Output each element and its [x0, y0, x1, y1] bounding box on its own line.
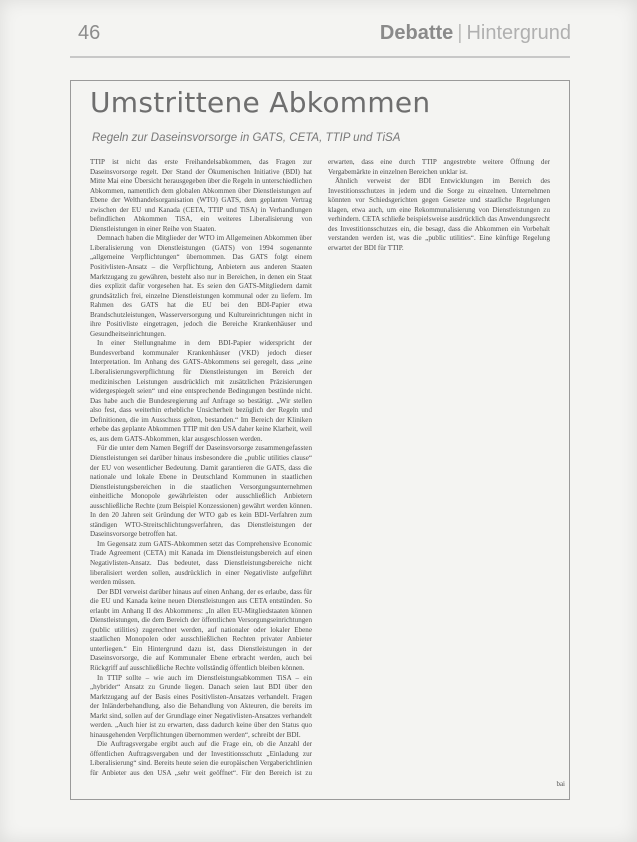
- body-paragraph: Die Auftragsvergabe ergibt auch auf die Frage ein, ob die Anzahl der öffentlichen Auftragsvergaben und der Investitionsschutz „Einladung zur Liberalisierung“ sind. Bereits heute seien die europäischen Vergaberichtlinien für Anbieter aus den USA „sehr weit geöffnet“. Für den Bereich ist zu erwarten, dass eine durch TTIP angestrebte weitere Öffnung der Vergabemärkte in einzelnen Bereichen unklar ist.: [90, 158, 550, 777]
- article-body: [90, 158, 550, 790]
- article-title: Umstrittene Abkommen: [90, 86, 431, 119]
- body-paragraph: TTIP ist nicht das erste Freihandelsabkommen, das Fragen zur Daseinsvorsorge regelt. Der Stand der Ökumenischen Initiative (BDI) hat Mitte Mai eine Übersicht herausgegeben über die Regeln in unterschiedlichen Abkommen, namentlich dem globalen Abkommen über Dienstleistungen auf Ebene der Welthandelsorganisation (WTO) GATS, dem geplanten Vertrag zwischen der EU und Kanada (CETA, TTIP und TiSA) in Verhandlungen befindlichen Abkommen TiSA, ein weiteres Liberalisierung von Dienstleistungen in einer Reihe von Staaten.: [90, 158, 312, 233]
- author-initials: bai: [556, 780, 565, 788]
- header-subsection: Hintergrund: [466, 22, 571, 44]
- header-section: Debatte: [379, 22, 454, 44]
- body-paragraph: Im Gegensatz zum GATS-Abkommen setzt das Comprehensive Economic Trade Agreement (CETA) mit Kanada im Dienstleistungsbereich auf einen Negativlisten-Ansatz. Das bedeutet, dass Dienstleistungsbereiche nicht liberalisiert werden sollen, ausdrücklich in einer Negativliste aufgeführt werden müssen.: [90, 539, 312, 587]
- body-paragraph: Der BDI verweist darüber hinaus auf einen Anhang, der es erlaube, dass für die EU und Kanada keine neuen Dienstleistungen aus CETA entstünden. So erlaubt im Anhang II des Abkommens: „In allen EU-Mitgliedstaaten können Dienstleistungen, die dem Bereich der öffentlichen Versorgungseinrichtungen (public utilities) zugerechnet werden, auf nationaler oder lokaler Ebene staatlichen Monopolen oder ausschließlichen Rechten privater Anbieter unterliegen.“ Ein Hintergrund dazu ist, dass Dienstleistungen in der Daseinsvorsorge, die auf Kommunaler Ebene erbracht werden, auch bei Rückgriff auf ausschließliche Rechte vollständig öffentlich bleiben können.: [90, 587, 312, 672]
- body-paragraph: In TTIP sollte – wie auch im Dienstleistungsabkommen TiSA – ein „hybrider“ Ansatz zu Grunde liegen. Danach seien laut BDI über den Marktzugang auf der Basis eines Positivlisten-Ansatzes verhandelt. Fragen der Inländerbehandlung, also die Behandlung von Akteuren, die bereits im Markt sind, sollen auf der Grundlage einer Negativlisten-Ansatzes verhandelt werden. „Auch hier ist zu erwarten, dass dadurch keine über den Status quo hinausgehenden Verpflichtungen übernommen werden“, schreibt der BDI.: [90, 673, 312, 739]
- article-subtitle: Regeln zur Daseinsvorsorge in GATS, CETA, TTIP und TiSA: [92, 132, 401, 144]
- body-paragraph: Demnach haben die Mitglieder der WTO im Allgemeinen Abkommen über Liberalisierung von Dienstleistungen (GATS) von 1994 sogenannte „allgemeine Verpflichtungen“ übernommen. Das GATS folgt einem Positivlisten-Ansatz – die Verpflichtung, Anbietern aus anderen Staaten Marktzugang zu gewähren, besteht also nur in Bereichen, in denen ein Staat dies explizit dafür vorgesehen hat. Es seien den GATS-Mitgliedern damit grundsätzlich frei, einzelne Dienstleistungen kommunal oder zu liefern. Im Rahmen des GATS hat die EU bei den BDI-Papier etwa Brandschutzleistungen, Wasserversorgung und Kultureinrichtungen nicht in ihre Positivliste eingetragen, jedoch die Bereiche Krankenhäuser und Gesundheitseinrichtungen.: [90, 234, 312, 338]
- header-separator: |: [457, 22, 463, 44]
- running-header: [380, 22, 571, 45]
- body-paragraph: In einer Stellungnahme in dem BDI-Papier widerspricht der Bundesverband kommunaler Krankenhäuser (VKD) jedoch dieser Interpretation. Im Anhang des GATS-Abkommens sei geregelt, dass „eine Liberalisierungsverpflichtung für Dienstleistungen im Bereich der medizinischen Leistungen ausdrücklich mit zusätzlichen Präzisierungen widergespiegelt seien“ und eine entsprechende Bedingungen bestünde nicht. Das habe auch die Bundesregierung auf Anfrage so bestätigt. „Wir stellen also fest, dass weiterhin erhebliche Unsicherheit bezüglich der Regeln und Definitionen, die im Ausschuss gelten, bestanden.“ Im Bereich der Kliniken erhebe das geplante Abkommen TTIP mit den USA daher keine Klarheit, weil es, aus dem GATS-Abkommen, klar ausgeschlossen werden.: [90, 339, 312, 443]
- body-paragraph: Ähnlich verweist der BDI Entwicklungen im Bereich des Investitionsschutzes in jedem und die Sorge zu einzelnen. Unternehmen könnten vor Schiedsgerichten gegen Gesetze und staatliche Regelungen klagen, etwa auch, um eine Rekommunalisierung von Dienstleistungen zu verhindern. CETA schließe beispielsweise ausdrücklich das Anwendungsrecht des Investitionsschutzes ein, die besagt, dass die Abkommen ein Vorbehalt verstanden werden ist, was die „public utilities“. Eine künftige Regelung erwartet der BDI für TTIP.: [328, 177, 550, 252]
- page-number: 46: [78, 22, 101, 44]
- body-paragraph: Für die unter dem Namen Begriff der Daseinsvorsorge zusammengefassten Dienstleistungen sei darüber hinaus insbesondere die „public utilities clause“ der EU von wesentlicher Bedeutung. Damit garantieren die GATS, dass die nationale und lokale Ebene in Deutschland Kommunen in staatlichen Dienstleistungsbereichen in die staatlichen Versorgungsunternehmen einheitliche Monopole gewährleisten oder ausschließlich Anbietern ausschließliche Rechte (zum Beispiel Konzessionen) gewährt werden können. In den 20 Jahren seit Gründung der WTO gab es kein BDI-Verfahren zum ständigen WTO-Streitschlichtungsverfahren, das Dienstleistungen der Daseinsvorsorge betroffen hat.: [90, 444, 312, 539]
- header-rule: [70, 56, 570, 58]
